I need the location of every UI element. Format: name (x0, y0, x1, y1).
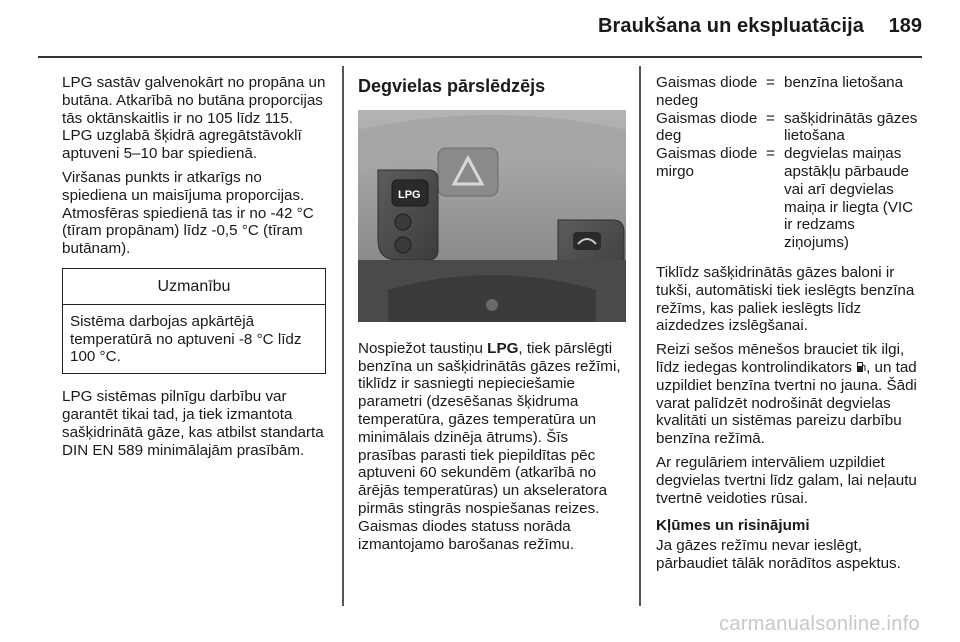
led-status-term: Gaismas diode deg (656, 109, 758, 145)
dashboard-illustration (358, 110, 626, 322)
notice-body: Sistēma darbojas apkārtējā temperatūrā no aptuveni -8 °C līdz 100 °C. (70, 312, 302, 366)
led-status-term: Gaismas diode mirgo (656, 145, 758, 180)
column-1 (62, 74, 326, 465)
section-title-fuel-switch: Degvielas pārslēdzējs (358, 76, 546, 96)
led-status-term: Gaismas diode nedeg (656, 74, 758, 109)
page-header-title: Braukšana un ekspluatācija (597, 15, 864, 37)
column-divider-2 (639, 66, 641, 606)
column-2 (358, 74, 626, 559)
subheading-faults: Kļūmes un risinājumi (656, 517, 810, 535)
paragraph-lpg-composition: LPG sastāv galvenokārt no propāna un butāna. Atkarībā no butāna proporcijas tās oktānskaitlis ir no 105 līdz 115. LPG uzglabā šķidrā agregātstāvoklī aptuveni 5–10 bar spiedienā. (62, 74, 326, 163)
fuel-indicator-icon (856, 361, 866, 373)
paragraph-fill-tank: Ar regulāriem intervāliem uzpildiet degvielas tvertni līdz galam, lai neļautu tvertnē veidoties rūsai. (656, 453, 917, 507)
led-status-desc: sašķidrinātās gāzes lietošana (784, 109, 918, 145)
header-rule (38, 56, 922, 58)
lpg-key-name: LPG (487, 339, 519, 357)
column-divider-1 (342, 66, 344, 606)
equals-sign: = (766, 109, 775, 127)
equals-sign: = (766, 145, 775, 163)
notice-box (62, 268, 326, 374)
paragraph-cannot-switch: Ja gāzes režīmu nevar ieslēgt, pārbaudiet tālāk norādītos aspektus. (656, 537, 901, 572)
column-3 (656, 74, 924, 579)
paragraph-fuel-switch-usage: Nospiežot taustiņu LPG, tiek pārslēgti benzīna un sašķidrinātās gāzes režīmi, tiklīdz ir sasniegti nepieciešamie parametri (dzesēšanas šķidruma temperatūra, gāzes temperatūra un minimālais dzinēja ātrums). Šīs prasības parasti tiek piepildītas pēc aptuveni 60 sekundēm (atkarībā no ārējās temperatūras) un akseleratora pirmās stingrās nospiešanas reizes. Gaismas diodes statuss norāda izmantojamo barošanas režīmu. (358, 339, 621, 553)
lpg-button-label: LPG (398, 188, 421, 201)
led-status-desc: benzīna lietošana (784, 74, 904, 91)
led-status-row (656, 145, 924, 252)
paragraph-din-standard: LPG sistēmas pilnīgu darbību var garantēt tikai tad, ja tiek izmantota sašķidrinātā gāze, kas atbilst standarta DIN EN 589 minimālajām prasībām. (62, 388, 324, 459)
paragraph-boiling-point: Viršanas punkts ir atkarīgs no spiediena un maisījuma proporcijas. Atmosfēras spiedienā tas ir no -42 °C (tīram propānam) līdz -0,5 °C (tīram butānam). (62, 168, 314, 258)
dashboard-photo (358, 110, 626, 322)
led-status-desc: degvielas maiņas apstākļu pārbaude vai arī degvielas maiņa ir liegta (VIC ir redzams ziņojums) (784, 145, 914, 252)
watermark: carmanualsonline.info (719, 613, 920, 635)
led-status-row (656, 74, 924, 110)
paragraph-empty-tanks: Tiklīdz sašķidrinātās gāzes baloni ir tukši, automātiski tiek ieslēgts benzīna režīms, kas paliek ieslēgts līdz aizdedzes izslēgšanai. (656, 263, 915, 335)
paragraph-six-months: Reizi sešos mēnešos brauciet tik ilgi, līdz iedegas kontrolindikators , un tad uzpildiet benzīna tvertni no jauna. Šādi varat palīdzēt nodrošināt degvielas kvalitāti un sistēmas pareizu darbību benzīna režīmā. (656, 341, 917, 448)
notice-title: Uzmanību (63, 269, 325, 305)
led-status-row (656, 110, 924, 146)
page-number: 189 (888, 15, 922, 37)
equals-sign: = (766, 74, 775, 91)
led-status-table (656, 74, 924, 252)
